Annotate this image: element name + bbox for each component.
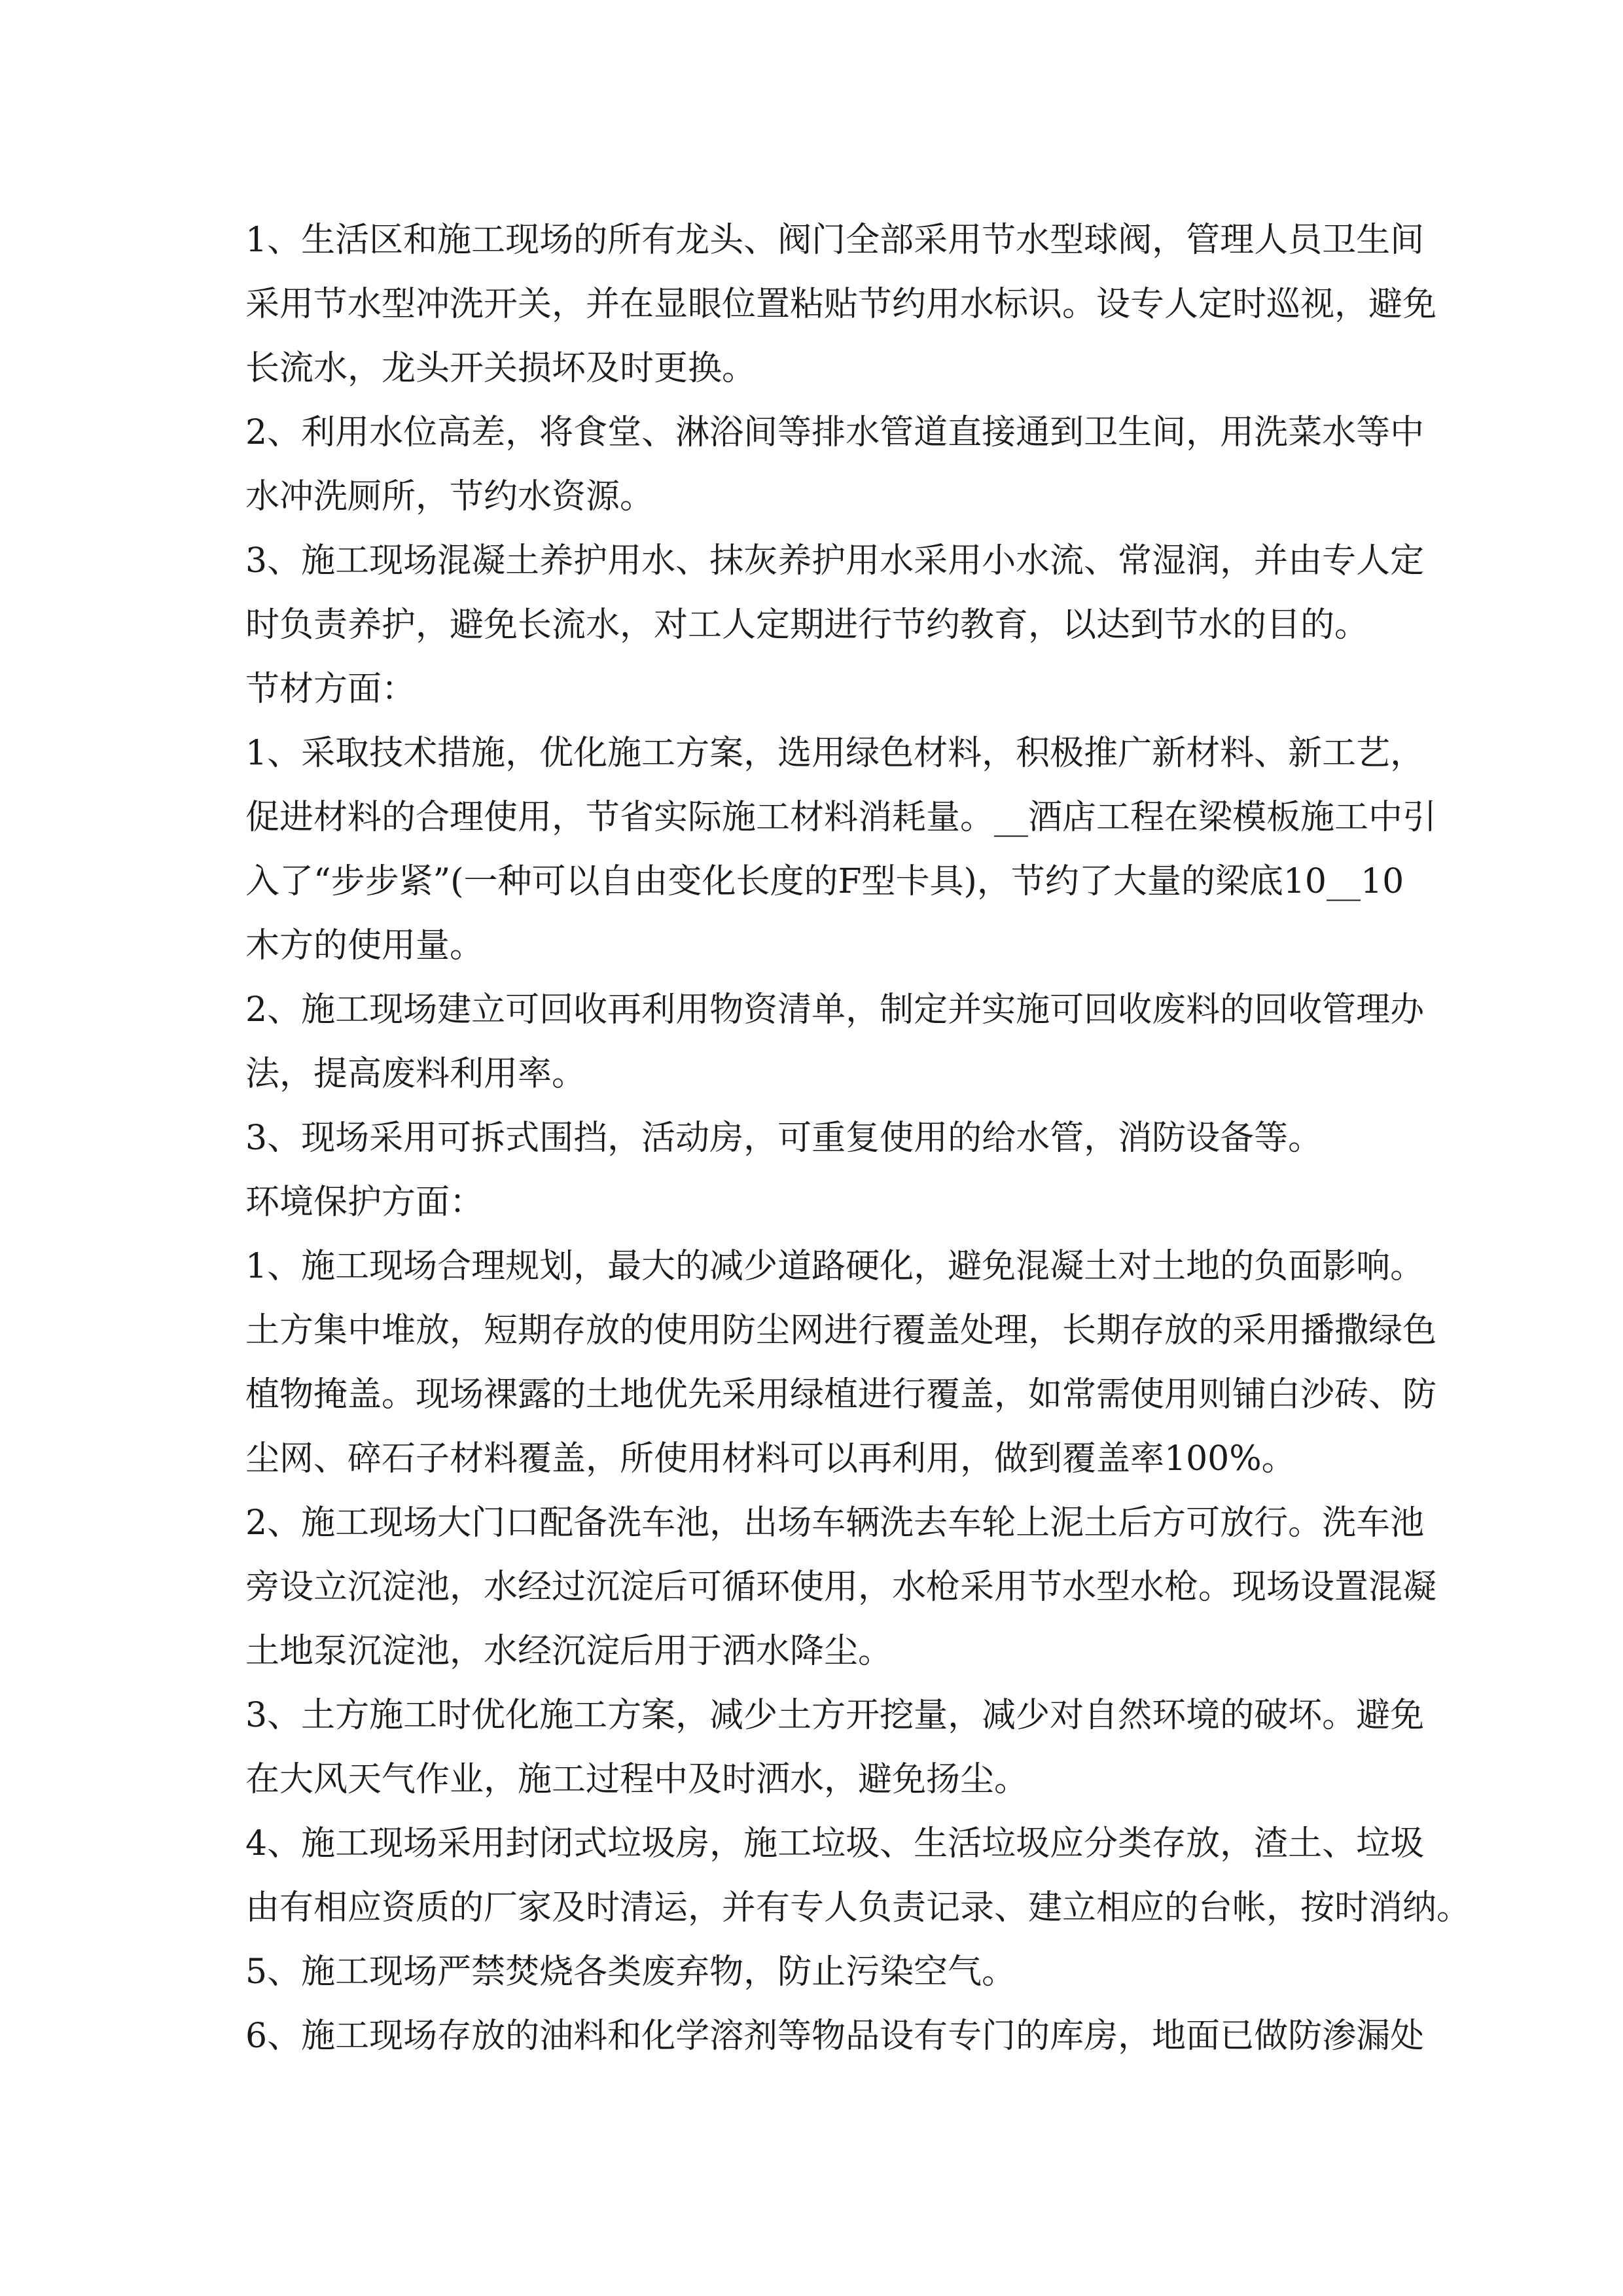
text-line: 尘网、碎石子材料覆盖，所使用材料可以再利用，做到覆盖率100%。 xyxy=(245,1439,1296,1479)
text-line: 1、生活区和施工现场的所有龙头、阀门全部采用节水型球阀，管理人员卫生间 xyxy=(245,221,1425,260)
text-line: 1、采取技术措施，优化施工方案，选用绿色材料，积极推广新材料、新工艺， xyxy=(245,734,1425,773)
text-line: 2、利用水位高差，将食堂、淋浴间等排水管道直接通到卫生间，用洗菜水等中 xyxy=(245,413,1425,452)
paragraph-water-1 xyxy=(245,208,1437,401)
text-line: 法，提高废料利用率。 xyxy=(245,1054,586,1094)
paragraph-env-1 xyxy=(245,1234,1437,1491)
text-line: 在大风天气作业，施工过程中及时洒水，避免扬尘。 xyxy=(245,1760,1029,1799)
text-line: 2、施工现场建立可回收再利用物资清单，制定并实施可回收废料的回收管理办 xyxy=(245,990,1425,1030)
text-line: 土方集中堆放，短期存放的使用防尘网进行覆盖处理，长期存放的采用播撒绿色 xyxy=(245,1311,1437,1350)
paragraph-env-2 xyxy=(245,1491,1437,1683)
text-line: 植物掩盖。现场裸露的土地优先采用绿植进行覆盖，如常需使用则铺白沙砖、防 xyxy=(245,1375,1437,1414)
paragraph-water-2 xyxy=(245,401,1425,529)
text-line: 土地泵沉淀池，水经沉淀后用于洒水降尘。 xyxy=(245,1632,893,1671)
text-line: 3、现场采用可拆式围挡，活动房，可重复使用的给水管，消防设备等。 xyxy=(245,1119,1323,1158)
paragraph-material-heading xyxy=(245,657,1376,721)
paragraph-env-6 xyxy=(245,2004,1425,2068)
text-line: 1、施工现场合理规划，最大的减少道路硬化，避免混凝土对土地的负面影响。 xyxy=(245,1247,1425,1286)
paragraph-env-4 xyxy=(245,1812,1471,1940)
text-line: 6、施工现场存放的油料和化学溶剂等物品设有专门的库房，地面已做防渗漏处 xyxy=(245,2017,1425,2056)
text-line: 时负责养护，避免长流水，对工人定期进行节约教育，以达到节水的目的。 xyxy=(245,605,1369,645)
text-line: 长流水，龙头开关损坏及时更换。 xyxy=(245,349,757,388)
text-line: 促进材料的合理使用，节省实际施工材料消耗量。__酒店工程在梁模板施工中引 xyxy=(245,798,1437,837)
text-line: 3、土方施工时优化施工方案，减少土方开挖量，减少对自然环境的破坏。避免 xyxy=(245,1696,1425,1735)
text-line: 4、施工现场采用封闭式垃圾房，施工垃圾、生活垃圾应分类存放，渣土、垃圾 xyxy=(245,1824,1425,1863)
text-line: 木方的使用量。 xyxy=(245,926,484,965)
text-line: 入了“步步紧”(一种可以自由变化长度的F型卡具)，节约了大量的梁底10__10 xyxy=(245,862,1404,901)
document-body xyxy=(245,208,1471,2068)
paragraph-water-3 xyxy=(245,529,1425,657)
text-line: 环境保护方面： xyxy=(245,1183,484,1222)
text-line: 由有相应资质的厂家及时清运，并有专人负责记录、建立相应的台帐，按时消纳。 xyxy=(245,1888,1471,1928)
text-line: 3、施工现场混凝土养护用水、抹灰养护用水采用小水流、常湿润，并由专人定 xyxy=(245,541,1425,581)
paragraph-material-2 xyxy=(245,978,1425,1106)
text-line: 节材方面： xyxy=(245,670,416,709)
paragraph-material-1 xyxy=(245,721,1437,978)
text-line: 采用节水型冲洗开关，并在显眼位置粘贴节约用水标识。设专人定时巡视，避免 xyxy=(245,285,1437,324)
paragraph-material-3 xyxy=(245,1106,1376,1170)
paragraph-env-heading xyxy=(245,1170,1376,1234)
text-line: 旁设立沉淀池，水经过沉淀后可循环使用，水枪采用节水型水枪。现场设置混凝 xyxy=(245,1568,1437,1607)
paragraph-env-5 xyxy=(245,1940,1376,2004)
text-line: 2、施工现场大门口配备洗车池，出场车辆洗去车轮上泥土后方可放行。洗车池 xyxy=(245,1503,1425,1543)
paragraph-env-3 xyxy=(245,1683,1425,1812)
text-line: 5、施工现场严禁焚烧各类废弃物，防止污染空气。 xyxy=(245,1952,1016,1992)
text-line: 水冲洗厕所，节约水资源。 xyxy=(245,477,654,516)
